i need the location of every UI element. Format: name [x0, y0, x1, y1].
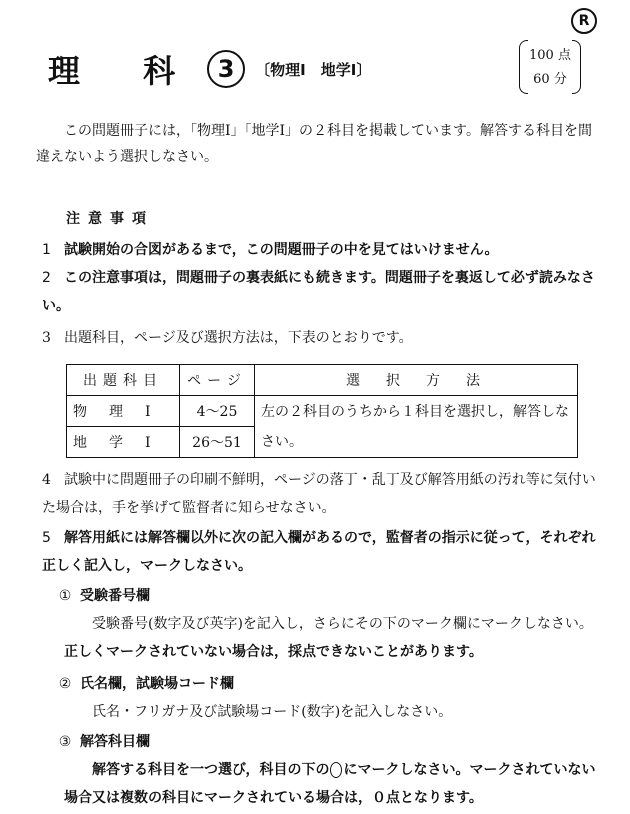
notice-heading: 注意事項 [66, 211, 154, 227]
subitem-title: 解答科目欄 [80, 734, 150, 750]
notice-item-4 [42, 466, 598, 522]
subitem-title: 受験番号欄 [80, 588, 150, 604]
points-label: 100 点 [529, 48, 571, 63]
item-number: 2 [42, 270, 51, 286]
subject-list: 〔物理Ⅰ 地学Ⅰ〕 [255, 60, 372, 79]
pages-cell: 26〜51 [180, 427, 255, 458]
subitem-mark: ① [58, 588, 72, 604]
notice-item-2 [42, 264, 598, 320]
notice-item-3 [42, 324, 598, 352]
item-text: 試験開始の合図があるまで，この問題冊子の中を見てはいけません。 [64, 242, 499, 258]
subitem-3-heading [50, 728, 598, 756]
subject-cell: 物 理 Ⅰ [67, 396, 180, 427]
method-text: 左の２科目のうちから１科目を選択し，解答しなさい。 [261, 403, 569, 450]
notice-item-5 [42, 524, 598, 580]
table-header-row [67, 365, 578, 396]
subject-table [66, 364, 578, 458]
subitem-text [64, 756, 598, 812]
booklet-number: 3 [207, 50, 245, 88]
subitem-title: 氏名欄，試験場コード欄 [80, 676, 234, 692]
table-header: ページ [180, 365, 255, 396]
title-row [48, 44, 371, 94]
right-paren [572, 40, 581, 94]
intro-paragraph [36, 118, 598, 170]
left-paren [519, 40, 528, 94]
intro-text: この問題冊子には，「物理Ⅰ」「地学Ⅰ」の２科目を掲載しています。解答する科目を間違えないよう選択しなさい。 [36, 123, 592, 165]
page-title: 理 科 [48, 52, 202, 90]
notice-item-1 [42, 236, 598, 264]
item-text: 試験中に問題冊子の印刷不鮮明，ページの落丁・乱丁及び解答用紙の汚れ等に気付いた場合は，手を挙げて監督者に知らせなさい。 [42, 472, 596, 516]
points-time-box [519, 40, 581, 92]
table-header: 選 択 方 法 [255, 365, 578, 396]
subitem-text: 受験番号(数字及び英字)を記入し，さらにその下のマーク欄にマークしなさい。 [92, 616, 593, 632]
item-text: 出題科目，ページ及び選択方法は，下表のとおりです。 [64, 330, 413, 346]
registered-mark: R [571, 8, 597, 34]
table-row [67, 396, 578, 427]
item-number: 4 [42, 472, 51, 488]
subitem-1-body [64, 610, 598, 666]
subject-cell: 地 学 Ⅰ [67, 427, 180, 458]
item-text: この注意事項は，問題冊子の裏表紙にも続きます。問題冊子を裏返して必ず読みなさい。 [42, 270, 595, 314]
method-cell [255, 396, 578, 458]
subitem-2-body [64, 698, 598, 726]
item-number: 1 [42, 242, 51, 258]
subitem-text-part: にマークしなさい。 [343, 762, 470, 778]
table-header: 出題科目 [67, 365, 180, 396]
item-text: 解答用紙には解答欄以外に次の記入欄があるので，監督者の指示に従って，それぞれ正しく記入し，マークしなさい。 [42, 530, 596, 574]
mark-oval-icon [330, 762, 342, 778]
subitem-3-body [64, 756, 598, 812]
subitem-text: 正しくマークされていない場合は，採点できないことがあります。 [64, 644, 483, 660]
subitem-mark: ② [58, 676, 72, 692]
pages-cell: 4〜25 [180, 396, 255, 427]
item-number: 5 [42, 530, 51, 546]
time-label: 60 分 [533, 72, 567, 87]
subitem-2-heading [50, 670, 598, 698]
subitem-text-part: 解答する科目を一つ選び，科目の下の [92, 762, 330, 778]
subitem-mark: ③ [58, 734, 72, 750]
item-number: 3 [42, 330, 51, 346]
subitem-text: 氏名・フリガナ及び試験場コード(数字)を記入しなさい。 [92, 704, 453, 720]
subitem-text-part: マークされていない場合又は複数の科目にマークされている場合は，０点となります。 [64, 762, 596, 806]
subitem-1-heading [50, 582, 598, 610]
